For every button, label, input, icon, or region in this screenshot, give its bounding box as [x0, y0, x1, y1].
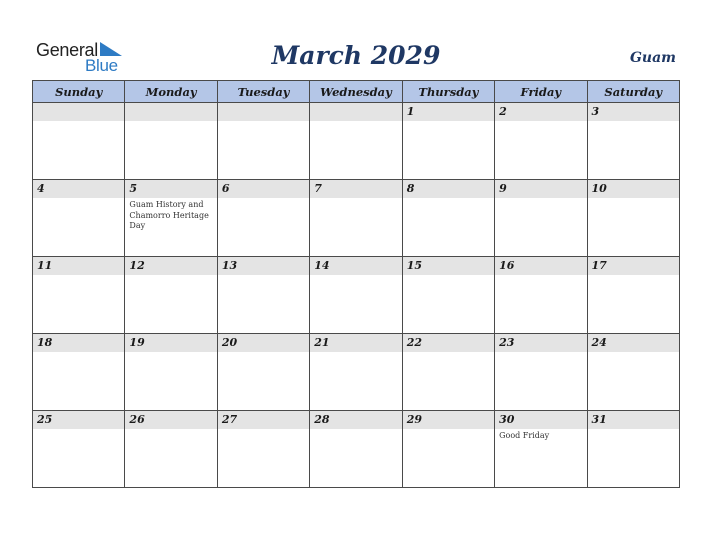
weekday-tuesday: Tuesday	[217, 81, 309, 103]
weekday-friday: Friday	[495, 81, 587, 103]
day-number: 31	[588, 411, 679, 429]
day-number: 30	[495, 411, 586, 429]
day-number: 10	[588, 180, 679, 198]
day-cell	[125, 411, 217, 488]
day-cell	[587, 103, 679, 180]
day-cell	[402, 411, 494, 488]
day-number: 20	[218, 334, 309, 352]
logo-word-blue: Blue	[85, 56, 118, 75]
day-cell	[587, 180, 679, 257]
day-cell	[217, 257, 309, 334]
day-number: 15	[403, 257, 494, 275]
day-cell	[310, 180, 402, 257]
logo-word-general: General	[36, 40, 98, 60]
day-number: 27	[218, 411, 309, 429]
day-number: 22	[403, 334, 494, 352]
weekday-thursday: Thursday	[402, 81, 494, 103]
calendar-grid	[32, 80, 680, 488]
week-row-3	[33, 257, 680, 334]
day-cell	[310, 257, 402, 334]
day-cell	[125, 257, 217, 334]
day-cell	[495, 411, 587, 488]
day-cell	[217, 334, 309, 411]
day-cell	[495, 334, 587, 411]
day-cell	[125, 334, 217, 411]
day-number: 14	[310, 257, 401, 275]
day-number: 23	[495, 334, 586, 352]
day-number: 17	[588, 257, 679, 275]
day-number: 11	[33, 257, 124, 275]
day-number: 7	[310, 180, 401, 198]
day-cell	[125, 180, 217, 257]
day-cell	[402, 334, 494, 411]
day-number: 9	[495, 180, 586, 198]
day-number	[33, 103, 124, 121]
day-cell	[495, 180, 587, 257]
day-cell	[33, 257, 125, 334]
day-cell	[125, 103, 217, 180]
weekday-wednesday: Wednesday	[310, 81, 402, 103]
day-cell	[33, 103, 125, 180]
weekday-sunday: Sunday	[33, 81, 125, 103]
day-number: 24	[588, 334, 679, 352]
day-number: 4	[33, 180, 124, 198]
day-number: 13	[218, 257, 309, 275]
day-number: 1	[403, 103, 494, 121]
week-row-2	[33, 180, 680, 257]
day-number: 16	[495, 257, 586, 275]
day-number: 28	[310, 411, 401, 429]
day-cell	[33, 180, 125, 257]
day-number: 12	[125, 257, 216, 275]
day-cell	[310, 334, 402, 411]
day-cell	[402, 103, 494, 180]
day-number: 3	[588, 103, 679, 121]
weekday-header-row	[33, 81, 680, 103]
weekday-saturday: Saturday	[587, 81, 679, 103]
day-cell	[217, 180, 309, 257]
day-cell	[402, 180, 494, 257]
day-number: 26	[125, 411, 216, 429]
week-row-5	[33, 411, 680, 488]
day-number: 18	[33, 334, 124, 352]
day-number: 25	[33, 411, 124, 429]
day-number	[218, 103, 309, 121]
week-row-1	[33, 103, 680, 180]
day-number	[125, 103, 216, 121]
day-number: 19	[125, 334, 216, 352]
holiday-label: Good Friday	[499, 431, 550, 440]
day-cell	[217, 411, 309, 488]
day-cell	[495, 257, 587, 334]
holiday-label: Guam History and Chamorro Heritage Day	[129, 200, 209, 230]
day-cell	[310, 103, 402, 180]
day-cell	[217, 103, 309, 180]
day-cell	[33, 411, 125, 488]
day-cell	[310, 411, 402, 488]
day-cell	[587, 334, 679, 411]
day-cell	[33, 334, 125, 411]
week-row-4	[33, 334, 680, 411]
day-cell	[495, 103, 587, 180]
calendar-title: March 2029	[271, 41, 441, 70]
day-cell	[402, 257, 494, 334]
day-number: 21	[310, 334, 401, 352]
day-number: 5	[125, 180, 216, 198]
day-cell	[587, 411, 679, 488]
day-cell	[587, 257, 679, 334]
day-number: 8	[403, 180, 494, 198]
day-number: 6	[218, 180, 309, 198]
day-number: 2	[495, 103, 586, 121]
weekday-monday: Monday	[125, 81, 217, 103]
day-number	[310, 103, 401, 121]
day-number: 29	[403, 411, 494, 429]
calendar-region: Guam	[629, 50, 676, 66]
